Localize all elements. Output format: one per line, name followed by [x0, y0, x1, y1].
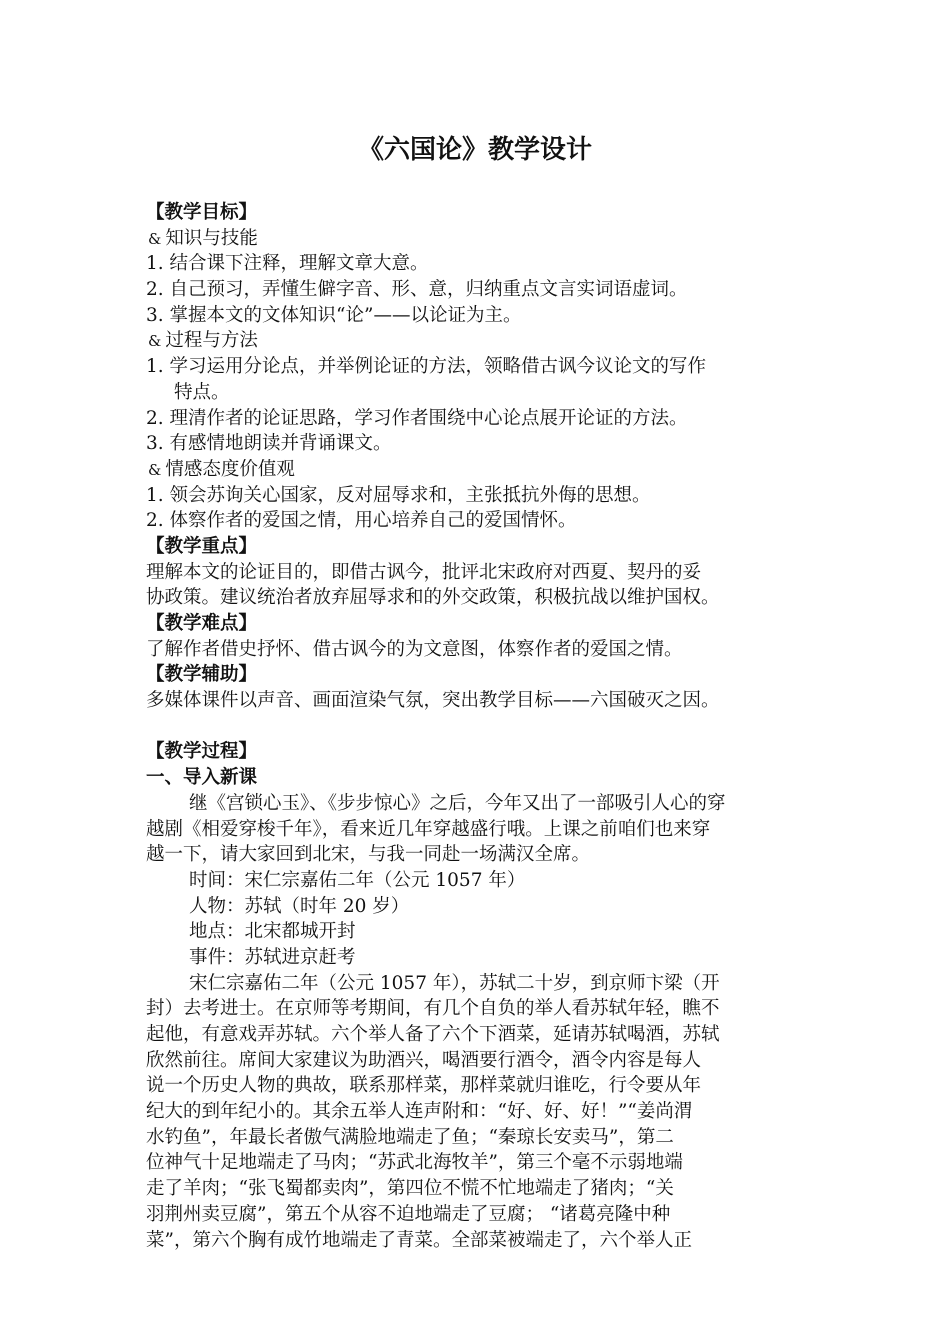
- paragraph-line: 继《宫锁心玉》、《步步惊心》之后，今年又出了一部吸引人心的穿: [189, 792, 726, 814]
- paragraph-line: 说一个历史人物的典故，联系那样菜，那样菜就归谁吃，行令要从年: [146, 1075, 702, 1097]
- list-item: 3. 有感情地朗读并背诵课文。: [146, 433, 392, 455]
- process-subheading: [146, 328, 826, 354]
- paragraph-line: 协政策。建议统治者放弃屈辱求和的外交政策，积极抗战以维护国权。: [146, 587, 720, 609]
- paragraph-line: 越剧《相爱穿梭千年》，看来近几年穿越盛行哦。上课之前咱们也来穿: [146, 818, 711, 840]
- list-item: 1. 领会苏询关心国家，反对屈辱求和，主张抵抗外侮的思想。: [146, 484, 651, 506]
- emotion-subheading: [146, 457, 826, 483]
- objectives-heading: 【教学目标】: [146, 202, 258, 223]
- list-item: 2. 理清作者的论证思路，学习作者围绕中心论点展开论证的方法。: [146, 407, 688, 429]
- paragraph-line: 羽荆州卖豆腐”，第五个从容不迫地端走了豆腐； “诸葛亮隆中种: [146, 1203, 671, 1225]
- paragraph-line: 菜”，第六个胸有成竹地端走了青菜。全部菜被端走了，六个举人正: [146, 1229, 692, 1251]
- knowledge-subheading: [146, 226, 826, 252]
- ampersand-bullet-icon: &: [148, 332, 162, 351]
- emotion-label: 情感态度价值观: [165, 458, 295, 480]
- spacer: [146, 714, 826, 740]
- aids-heading: 【教学辅助】: [146, 664, 258, 686]
- ampersand-bullet-icon: &: [148, 460, 162, 479]
- page-title: 《六国论》教学设计: [357, 135, 592, 165]
- ampersand-bullet-icon: &: [148, 229, 162, 248]
- list-item: 1. 学习运用分论点，并举例论证的方法，领略借古讽今议论文的写作: [146, 356, 707, 378]
- process-label: 过程与方法: [165, 330, 258, 352]
- paragraph-line: 起他，有意戏弄苏轼。六个举人备了六个下酒菜，延请苏轼喝酒，苏轼: [146, 1024, 720, 1045]
- list-item: 2. 体察作者的爱国之情，用心培养自己的爱国情怀。: [146, 510, 577, 532]
- process-heading: 【教学过程】: [146, 741, 258, 763]
- paragraph-line: 纪大的到年纪小的。其余五举人连声附和：“好、好、好！”“姜尚渭: [146, 1101, 693, 1123]
- key-points-heading: 【教学重点】: [146, 535, 258, 557]
- list-item: 2. 自己预习，弄懂生僻字音、形、意，归纳重点文言实词语虚词。: [146, 279, 688, 301]
- list-item-continuation: 特点。: [174, 381, 230, 403]
- paragraph-line: 封）去考进士。在京师等考期间，有几个自负的举人看苏轼年轻，瞧不: [146, 998, 720, 1020]
- fact-line: 事件：苏轼进京赶考: [189, 946, 356, 968]
- list-item: 1. 结合课下注释，理解文章大意。: [146, 253, 429, 275]
- paragraph-line: 走了羊肉；“张飞蜀都卖肉”，第四位不慌不忙地端走了猪肉；“关: [146, 1178, 674, 1200]
- paragraph-line: 了解作者借史抒怀、借古讽今的为文意图，体察作者的爱国之情。: [146, 638, 683, 660]
- fact-line: 地点：北宋都城开封: [189, 921, 356, 943]
- list-item: 3. 掌握本文的文体知识“论”——以论证为主。: [146, 304, 522, 326]
- knowledge-label: 知识与技能: [165, 227, 258, 249]
- fact-line: 时间：宋仁宗嘉佑二年（公元 1057 年）: [189, 869, 526, 891]
- paragraph-line: 理解本文的论证目的，即借古讽今，批评北宋政府对西夏、契丹的妥: [146, 561, 702, 583]
- paragraph-line: 位神气十足地端走了马肉；“苏武北海牧羊”，第三个毫不示弱地端: [146, 1152, 683, 1174]
- document-body: [146, 200, 826, 1253]
- paragraph-line: 多媒体课件以声音、画面渲染气氛，突出教学目标——六国破灭之因。: [146, 690, 720, 712]
- paragraph-line: 宋仁宗嘉佑二年（公元 1057 年），苏轼二十岁，到京师卞梁（开: [189, 972, 720, 994]
- paragraph-line: 水钓鱼”，年最长者傲气满脸地端走了鱼；“秦琼长安卖马”，第二: [146, 1126, 674, 1148]
- step-heading: 一、导入新课: [146, 767, 258, 789]
- paragraph-line: 越一下，请大家回到北宋，与我一同赴一场满汉全席。: [146, 844, 591, 866]
- difficulties-heading: 【教学难点】: [146, 613, 258, 634]
- paragraph-line: 欣然前往。席间大家建议为助酒兴，喝酒要行酒令，酒令内容是每人: [146, 1049, 702, 1071]
- fact-line: 人物：苏轼（时年 20 岁）: [189, 895, 410, 917]
